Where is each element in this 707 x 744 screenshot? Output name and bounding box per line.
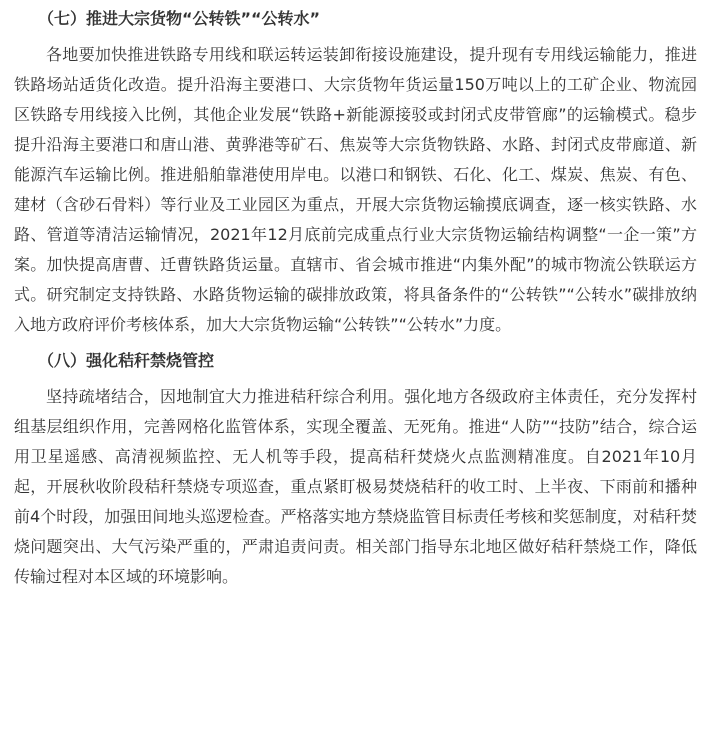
section-heading-8: （八）强化秸秆禁烧管控 xyxy=(38,351,215,370)
section-paragraph-8: 坚持疏堵结合，因地制宜大力推进秸秆综合利用。强化地方各级政府主体责任，充分发挥村组基层组织作用，完善网格化监管体系，实现全覆盖、无死角。推进“人防”“技防”结合，综合运用卫星遥感、高清视频监控、无人机等手段，提高秸秆焚烧火点监测精准度。自2021年10月起，开展秋收阶段秸秆禁烧专项巡查，重点紧盯极易焚烧秸秆的收工时、上半夜、下雨前和播种前4个时段，加强田间地头巡逻检查。严格落实地方禁烧监管目标责任考核和奖惩制度，对秸秆焚烧问题突出、大气污染严重的，严肃追责问责。相关部门指导东北地区做好秸秆禁烧工作，降低传输过程对本区域的环境影响。 xyxy=(14,387,697,586)
section-heading-7: （七）推进大宗货物“公转铁”“公转水” xyxy=(38,9,321,28)
section-paragraph-7: 各地要加快推进铁路专用线和联运转运装卸衔接设施建设，提升现有专用线运输能力，推进铁路场站适货化改造。提升沿海主要港口、大宗货物年货运量150万吨以上的工矿企业、物流园区铁路专用线接入比例，其他企业发展“铁路+新能源接驳或封闭式皮带管廊”的运输模式。稳步提升沿海主要港口和唐山港、黄骅港等矿石、焦炭等大宗货物铁路、水路、封闭式皮带廊道、新能源汽车运输比例。推进船舶靠港使用岸电。以港口和钢铁、石化、化工、煤炭、焦炭、有色、建材（含砂石骨料）等行业及工业园区为重点，开展大宗货物运输摸底调查，逐一核实铁路、水路、管道等清洁运输情况，2021年12月底前完成重点行业大宗货物运输结构调整“一企一策”方案。加快提高唐曹、迁曹铁路货运量。直辖市、省会城市推进“内集外配”的城市物流公铁联运方式。研究制定支持铁路、水路货物运输的碳排放政策，将具备条件的“公转铁”“公转水”碳排放纳入地方政府评价考核体系，加大大宗货物运输“公转铁”“公转水”力度。 xyxy=(14,45,697,334)
